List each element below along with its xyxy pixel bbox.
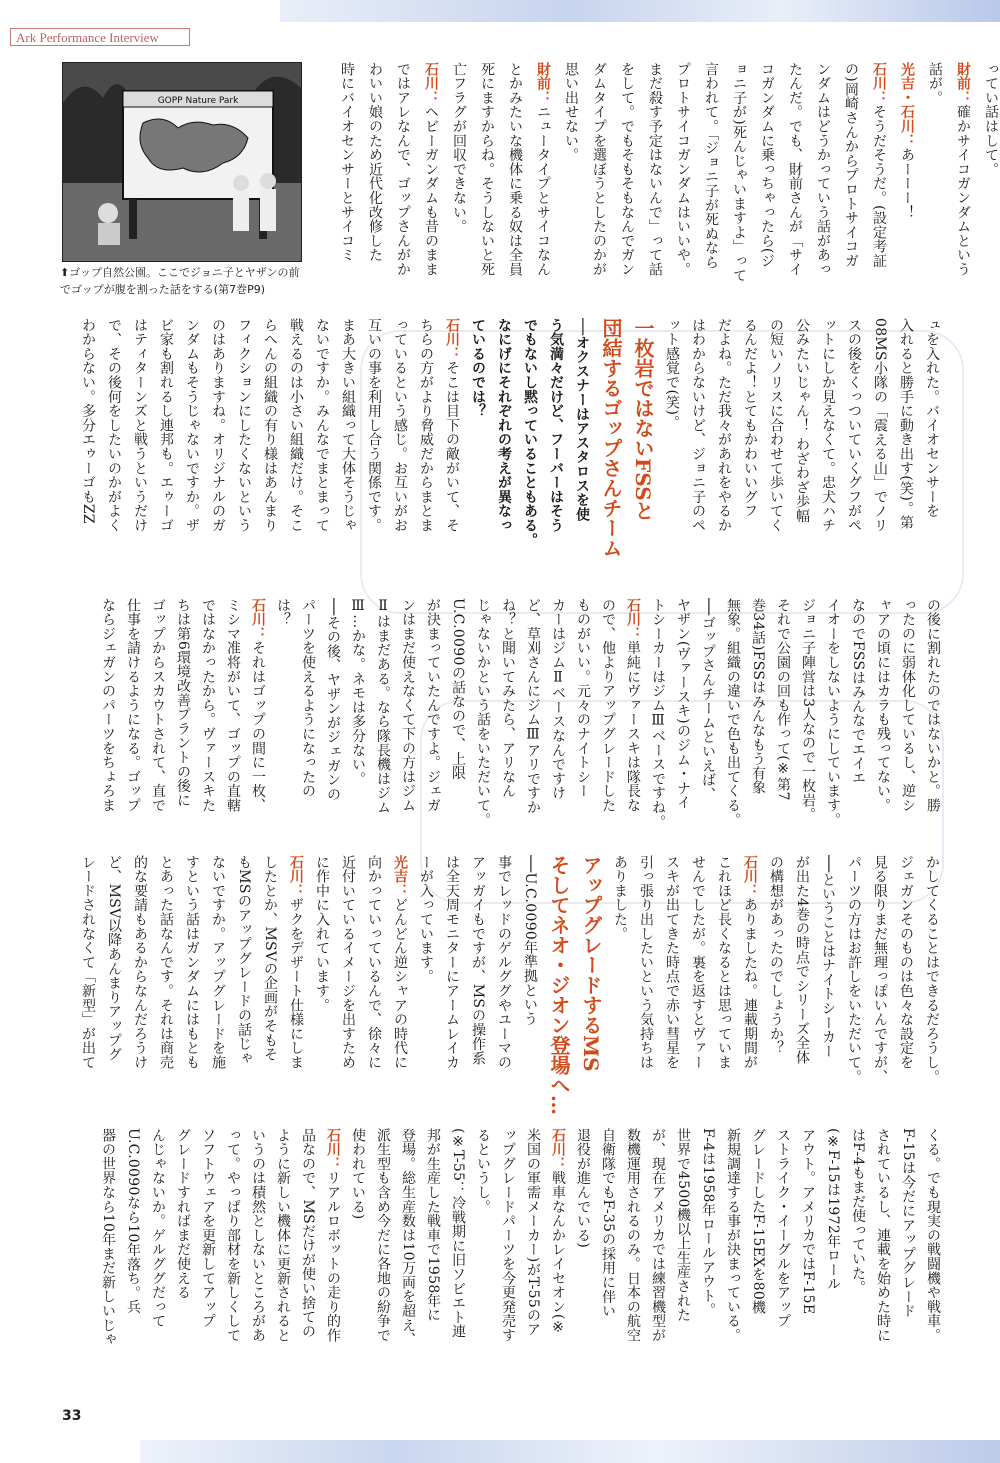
text-column: ではなかったから。ヴァースキた [200, 598, 216, 813]
text-column: コガンダムに乗っちゃったら(ジ [759, 62, 775, 268]
text-column: ちらの方がより脅威だからまとま [418, 318, 434, 533]
text-column: パーツの方はお許しをいただいて。 [846, 855, 862, 1084]
text-column: ゴップからスカウトされて、直で [150, 598, 166, 813]
text-column: 石川：そこは目下の敵がいて、そ [444, 318, 460, 533]
text-column: ありました。 [612, 855, 628, 941]
text-column: 巻34話)FSSはみんなもう有象 [750, 598, 766, 795]
text-column: なにげにそれぞれの考えが異なっ [496, 318, 512, 533]
photo-caption [60, 264, 310, 298]
text-column: ったのに弱体化しているし、逆シ [900, 598, 916, 813]
text-column: U.C.0090なら10年落ち。兵 [125, 1128, 141, 1315]
text-column: ーが入っています。 [418, 855, 434, 984]
text-column: 戦えるのは小さい組織だけ。そこ [288, 318, 304, 533]
text-column: F-4は1958年ロールアウト。 [700, 1128, 716, 1318]
text-column: ダムタイプを選ぼうとしたのかが [591, 62, 607, 277]
text-column: が決まっていたんですよ。ジェガ [425, 598, 441, 813]
text-column: 互いの事を利用し合う関係です。 [366, 318, 382, 533]
text-column: されているし、連載を始めた時に [875, 1128, 891, 1343]
text-column: 新規調達する事が決まっている。 [725, 1128, 741, 1343]
text-column: が出た4巻の時点でシリーズ全体 [794, 855, 810, 1065]
text-column: ット感覚で(笑)。 [664, 318, 680, 430]
text-column: 思い出せない。 [563, 62, 579, 163]
text-column: 退役が進んでいる) [575, 1128, 591, 1249]
text-column: に作中に入れています。 [314, 855, 330, 1013]
interview-header: Ark Performance Interview [10, 28, 190, 46]
text-column: 団結するゴップさんチーム [599, 318, 623, 558]
text-column: ──ということはナイトシーカー [820, 855, 836, 1059]
text-column: Ⅲ…かな。ネモは多分ない。 [350, 598, 366, 786]
text-column: とあった話なんです。それは商売 [158, 855, 174, 1070]
text-column: とかみたいな機体に乗る奴は全員 [507, 62, 523, 277]
text-column: ならジェガンのパーツをちょろま [100, 598, 116, 813]
text-column: が、現在アメリカでは練習機型が [650, 1128, 666, 1343]
text-column: レードされなくて「新型」が出て [80, 855, 96, 1070]
text-column: 石川：ヘビーガンダムも昔のまま [423, 62, 439, 277]
text-column: は？ [275, 598, 291, 627]
text-column: わいい娘のため近代化改修した [367, 62, 383, 263]
text-column: 邦が生産した戦車で1958年に [425, 1128, 441, 1323]
text-column: 事でレッドのゲルググやユーマの [496, 855, 512, 1070]
text-column: 石川：ザクをデザート仕様にしま [288, 855, 304, 1070]
text-column: フィクションにしたくないという [236, 318, 252, 533]
text-column: F-15は今だにアップグレード [900, 1128, 916, 1319]
text-column: ど、MSV以降あんまりアップグ [106, 855, 122, 1062]
text-column: ので、他よりアップグレードした [600, 598, 616, 813]
text-column: せんでしたが。裏を返すとヴァー [690, 855, 706, 1070]
text-column: 自衛隊でもF-35の採用に伴い [600, 1128, 616, 1319]
text-column: って。やっぱり部材を新しくして [225, 1128, 241, 1343]
text-column: 亡フラグが回収できない。 [451, 62, 467, 234]
text-column: はわからないけど、ジョニ子のペ [690, 318, 706, 533]
text-column: じゃないかという話をいただいて。 [475, 598, 491, 827]
text-column: 派生型も含め今だに各地の紛争で [375, 1128, 391, 1343]
text-column: の構想があったのでしょうか？ [768, 855, 784, 1056]
text-column: そしてネオ・ジオン登場へ… [547, 855, 571, 1115]
text-column: ンダムはどうかっていう話があっ [815, 62, 831, 277]
text-column: イオーをしないようにしています。 [825, 598, 841, 827]
text-column: ミシマ准将がいて、ゴップの直轄 [225, 598, 241, 813]
text-column: 器の世界なら10年まだ新しいじゃ [100, 1128, 116, 1347]
text-column: 世界で4500機以上生産された [675, 1128, 691, 1323]
text-column: 見る限りまだ無理っぽいんですが、 [872, 855, 888, 1084]
text-column: 入れると勝手に動き出す(笑)。第 [898, 318, 914, 530]
text-column: スキが出てきた時点で赤い彗星を [664, 855, 680, 1070]
text-column: ってい話はして。 [983, 62, 999, 177]
text-column: 近付いているイメージを出すため [340, 855, 356, 1070]
text-column: ョニ子が)死んじゃいますよ」って [731, 62, 747, 283]
text-column: んじゃないか。ゲルググだって [150, 1128, 166, 1329]
text-column: ュを入れた。バイオセンサーを [924, 318, 940, 519]
sign-text: GOPP Nature Park [157, 96, 239, 106]
text-column: で、その後何をしたいのかがよく [106, 318, 122, 533]
text-column: なのでFSSはみんなでエイエ [850, 598, 866, 785]
text-block-3 [62, 598, 942, 842]
text-column: ──オクスナーはアスタロスを使 [574, 318, 590, 522]
text-column: 公みたいじゃん！ わざわざ歩幅 [794, 318, 810, 523]
text-column: 話が。 [927, 62, 943, 105]
text-column: 石川：戦車なんかレイセオン(※ [550, 1128, 566, 1336]
text-block-2 [62, 318, 942, 586]
text-column: 光吉：どんどん逆シャアの時代に [392, 855, 408, 1070]
text-column: ──ゴップさんチームといえば、 [700, 598, 716, 802]
text-column: 的な要請もあるからなんだろうけ [132, 855, 148, 1070]
text-column: のはありますね。オリジナルのガ [210, 318, 226, 533]
text-column: まあ大きい組織って大体そうじゃ [340, 318, 356, 533]
text-column: 財前：ニュータイプとサイコなん [535, 62, 551, 277]
text-column: 光吉・石川：あーーー！ [899, 62, 915, 220]
text-column: ジョニ子陣営は3人なので一枚岩。 [800, 598, 816, 822]
text-column: ップグレードパーツを今更発売す [500, 1128, 516, 1343]
text-column: は全天周モニターにアームレイカ [444, 855, 460, 1070]
text-column: Ⅱはまだある。なら隊長機はジム [375, 598, 391, 815]
text-column: アッガイもですが、MSの操作系 [470, 855, 486, 1066]
text-column: ──U.C.0090年準拠という [522, 855, 538, 1026]
text-column: 財前：確かサイコガンダムという [955, 62, 971, 277]
text-column: スの後をくっついていくグフがペ [846, 318, 862, 533]
text-column: ヤザン(ヴァースキ)のジム・ナイ [675, 598, 691, 810]
text-column: 米国の軍需メーカー)がT-55のア [525, 1128, 541, 1337]
text-column: らへんの組織の有り様はあんまり [262, 318, 278, 533]
text-column: ちは第6環境改善プラントの後に [175, 598, 191, 808]
text-column: 時にバイオセンサーとサイコミ [339, 62, 355, 263]
park-photo [62, 62, 302, 262]
text-column: 石川：それはゴップの間に一枚、 [250, 598, 266, 813]
text-block-1 [316, 62, 1000, 307]
text-column: だよね。ただ我々があれをやるか [716, 318, 732, 533]
text-column: ているのでは？ [470, 318, 486, 419]
text-column: 08MS小隊の「震える山」でノリ [872, 318, 888, 533]
text-column: 死にますからね。そうしないと死 [479, 62, 495, 277]
text-column: それで公園の回も作って(※第7 [775, 598, 791, 801]
text-block-5 [62, 1128, 942, 1396]
text-column: ないですか。みんなでまとまって [314, 318, 330, 533]
text-column: う気満々だけど、フーバーはそう [548, 318, 564, 533]
text-column: 石川：そうだそうだ。(設定考証 [871, 62, 887, 268]
page-number: 33 [62, 1408, 82, 1424]
text-column: 使われている) [350, 1128, 366, 1220]
text-block-4 [62, 855, 942, 1115]
text-column: 品なので、MSだけが使い捨ての [300, 1128, 316, 1339]
text-column: トシーカーはジムⅢベースですね。 [650, 598, 666, 829]
text-column: たんだ。でも、財前さんが「サイ [787, 62, 803, 277]
text-column: ソフトウェアを更新してアップ [200, 1128, 216, 1329]
text-column: ストライク・イーグルをアップ [775, 1128, 791, 1329]
text-column: ンダムもそうじゃないですか。ザ [184, 318, 200, 533]
text-column: 石川：単純にヴァースキは隊長な [625, 598, 641, 813]
text-column: の後に割れたのではないかと。勝 [925, 598, 941, 813]
text-column: プロトサイコガンダムはいいや。 [675, 62, 691, 277]
text-column: ように新しい機体に更新されると [275, 1128, 291, 1343]
text-column: はF-4もまだ使っていた。 [850, 1128, 866, 1295]
text-column: ど、草刈さんにジムⅢアリですか [525, 598, 541, 815]
text-column: まだ殺す予定はないんで」って話 [647, 62, 663, 277]
text-column: アウト。アメリカではF-15E [800, 1128, 816, 1315]
text-column: をして。でもそもそもなんでガン [619, 62, 635, 277]
text-column: もMSのアップグレードの話じゃ [236, 855, 252, 1066]
text-column: ットにしか見えなくて。忠犬ハチ [820, 318, 836, 533]
text-column: ンはまだ使えなくて下の方はジム [400, 598, 416, 813]
text-column: くる。でも現実の戦闘機や戦車。 [925, 1128, 941, 1343]
text-column: したとか、MSVの企画がそもそ [262, 855, 278, 1062]
text-column: ないですか。アップグレードを施 [210, 855, 226, 1070]
text-column: グレードすればまだ使える [175, 1128, 191, 1300]
text-column: 仕事を請けるようになる。ゴップ [125, 598, 141, 813]
text-column: の)岡崎さんからプロトサイコガ [843, 62, 859, 268]
caption-line: ⬆ゴップ自然公園。ここでジョニ子とヤザンの前 [60, 266, 300, 279]
text-column: すという話はガンダムにはもとも [184, 855, 200, 1070]
text-column: ャアの頃にはカラも残ってない。 [875, 598, 891, 813]
text-column: ね？と聞いてみたら、アリなん [500, 598, 516, 799]
text-column: わからない。多分エゥーゴもZZ [80, 318, 96, 524]
bottom-decoration [140, 1440, 1000, 1463]
text-column: パーツを使えるようになったの [300, 598, 316, 799]
text-column: 言われて。「ジョニ子が死ぬなら [703, 62, 719, 270]
text-column: 向かっていっているんで、徐々に [366, 855, 382, 1070]
text-column: 無象。組織の違いで色も出てくる。 [725, 598, 741, 827]
text-column: 引っ張り出したいという気持ちは [638, 855, 654, 1070]
text-column: グレードしたF-15EXを80機 [750, 1128, 766, 1315]
text-column: るというし。 [475, 1128, 491, 1214]
text-column: ではアレなんで、ゴップさんがか [395, 62, 411, 277]
text-column: 石川：リアルロボットの走り的作 [325, 1128, 341, 1343]
top-decoration [280, 0, 1000, 22]
text-column: ──その後、ヤザンがジェガンの [325, 598, 341, 802]
text-column: の短いノリスに合わせて歩いてく [768, 318, 784, 533]
text-column: いうのは積然としないところがあ [250, 1128, 266, 1343]
text-column: るんだよ！とてもかわいいグフ [742, 318, 758, 519]
text-column: ビ家も割れるし連邦も。エゥーゴ [158, 318, 174, 533]
text-column: はティターンズと戦うというだけ [132, 318, 148, 533]
text-column: かしてくることはできるだろうし。 [924, 855, 940, 1084]
text-column: 一枚岩ではないFSSと [631, 318, 655, 521]
text-column: ものがいい。元々のナイトシー [575, 598, 591, 799]
text-column: (※T-55：冷戦期に旧ソビエト連 [450, 1128, 466, 1339]
text-column: これほど長くなるとは思っていま [716, 855, 732, 1070]
text-column: (※F-15は1972年ロール [825, 1128, 841, 1292]
text-column: 石川：ありましたね。連載期間が [742, 855, 758, 1070]
text-column: でもないし黙っていることもある。 [522, 318, 538, 547]
text-column: アップグレードするMS [579, 855, 603, 1072]
text-column: っているという感じ。お互いがお [392, 318, 408, 533]
text-column: U.C.0090の話なので、上限 [450, 598, 466, 781]
text-column: 数機運用されるのみ。日本の航空 [625, 1128, 641, 1343]
caption-line: でゴップが腹を割った話をする(第7巻P9) [60, 283, 265, 296]
text-column: 登場。総生産数は10万両を超え、 [400, 1128, 416, 1347]
text-column: ジェガンそのものは色々な設定を [898, 855, 914, 1070]
text-column: カーはジムⅡベースなんですけ [550, 598, 566, 801]
